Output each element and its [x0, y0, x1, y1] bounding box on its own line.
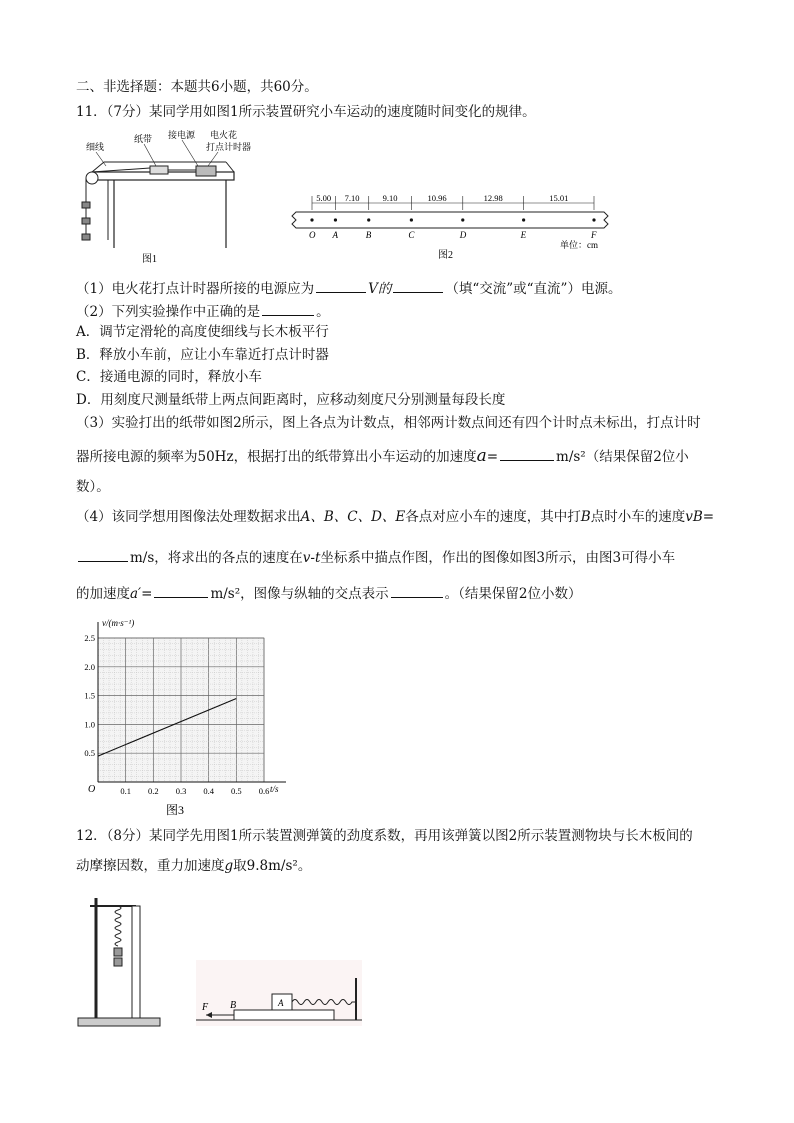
tape-dot [310, 218, 313, 221]
q11-stem: 11．（7分）某同学用如图1所示装置研究小车运动的速度随时间变化的规律。 [76, 104, 536, 120]
fig1-label: 接电源 [168, 130, 196, 140]
x-tick-label: 0.5 [231, 786, 242, 796]
tape-unit: 单位：cm [560, 240, 598, 250]
x-tick-label: 0.1 [120, 786, 131, 796]
hanging-weight [82, 202, 90, 208]
option-a: A．调节定滑轮的高度使细线与长木板平行 [76, 324, 329, 340]
pulley-icon [86, 172, 98, 184]
q11-part3-line1: （3）实验打出的纸带如图2所示，图上各点为计数点，相邻两计数点间还有四个计时点未标出，打点计时 [76, 415, 701, 431]
q11-part3-line3: 数）。 [76, 479, 110, 495]
answer-blank-vB[interactable] [78, 547, 128, 562]
tape-point-label: F [591, 230, 597, 240]
label-F: F [202, 1002, 209, 1013]
answer-blank-intercept[interactable] [391, 583, 443, 598]
section-title: 二、非选择题：本题共6小题，共60分。 [76, 79, 318, 95]
hanging-weight [82, 234, 90, 240]
long-board-b [234, 1010, 334, 1020]
tape-segment-label: 12.98 [483, 193, 503, 203]
tape-point-label: O [309, 230, 316, 240]
q12-figure2 [196, 960, 362, 1026]
answer-blank-a-prime[interactable] [154, 583, 208, 598]
fig1-label: 纸带 [134, 134, 153, 144]
tape-dot [410, 218, 413, 221]
tape-dot [522, 218, 525, 221]
hanging-mass [114, 958, 122, 966]
label-A: A [278, 998, 284, 1008]
hanging-weight [82, 218, 90, 224]
x-tick-label: 0.4 [203, 786, 214, 796]
q11-part3-line2: 器所接电源的频率为50Hz，根据打出的纸带算出小车运动的加速度a= m/s²（结果保留2位小 [76, 446, 689, 466]
q11-part4-line1: （4）该同学想用图像法处理数据求出A、B、C、D、E各点对应小车的速度，其中打B点时小车的速度vB= [76, 509, 715, 525]
answer-blank-current-type[interactable] [393, 278, 443, 293]
tape-point-label: C [408, 230, 415, 240]
q11-figure2 [292, 190, 612, 262]
y-tick-label: 2.0 [84, 661, 95, 672]
x-tick-label: 0.6 [258, 786, 270, 796]
chart-origin: O [88, 784, 96, 795]
q11-part1: （1）电火花打点计时器所接的电源应为 V的 （填“交流”或“直流”）电源。 [76, 278, 621, 298]
option-c: C．接通电源的同时，释放小车 [76, 369, 262, 385]
chart-caption: 图3 [166, 803, 185, 817]
tape-segment-label: 15.01 [549, 193, 569, 203]
q12-line1: 12．（8分）某同学先用图1所示装置测弹簧的劲度系数，再用该弹簧以图2所示装置测物块与长木板间的 [76, 828, 693, 844]
fig1-label: 电火花 [210, 130, 238, 140]
tape-point-label: B [365, 230, 372, 240]
tape-point-label: E [520, 230, 527, 240]
spark-timer [196, 166, 216, 176]
answer-blank-acceleration[interactable] [500, 446, 554, 461]
q11-part2: （2）下列实验操作中正确的是 。 [76, 301, 330, 321]
tape-segment-label: 10.96 [427, 193, 447, 203]
fig1-label: 打点计时器 [206, 142, 252, 152]
y-tick-label: 1.0 [84, 719, 95, 730]
tape-segment-label: 5.00 [316, 193, 332, 203]
tape-dot [367, 218, 370, 221]
q12-line2: 动摩擦因数，重力加速度g取9.8m/s²。 [76, 858, 312, 874]
vt-chart [76, 614, 306, 822]
x-tick-label: 0.3 [175, 786, 187, 796]
tape-dot [461, 218, 464, 221]
option-b: B．释放小车前，应让小车靠近打点计时器 [76, 347, 329, 363]
tape-dot [334, 218, 337, 221]
ruler [132, 906, 140, 1018]
tape-segment-label: 7.10 [344, 193, 360, 203]
y-tick-label: 0.5 [84, 748, 95, 759]
tape-point-label: A [332, 230, 338, 240]
q11-part4-line2: m/s，将求出的各点的速度在v-t坐标系中描点作图，作出的图像如图3所示，由图3可得小车 [76, 547, 675, 567]
y-tick-label: 1.5 [84, 690, 95, 701]
fig1-caption: 图1 [142, 254, 157, 265]
answer-blank-voltage[interactable] [316, 278, 366, 293]
hanging-mass [114, 948, 122, 956]
x-tick-label: 0.2 [148, 786, 159, 796]
tape-segment-label: 9.10 [382, 193, 398, 203]
stand-base [78, 1018, 160, 1026]
spring-icon [115, 906, 121, 946]
chart-xlabel: t/s [270, 784, 279, 794]
fig2-caption: 图2 [438, 250, 453, 261]
q11-part4-line3: 的加速度a′= m/s²，图像与纵轴的交点表示 。（结果保留2位小数） [76, 583, 581, 603]
chart-ylabel: v/(m·s⁻¹) [102, 618, 135, 628]
option-d: D．用刻度尺测量纸带上两点间距离时，应移动刻度尺分别测量每段长度 [76, 392, 506, 408]
tape-dot [592, 218, 595, 221]
tape-point-label: D [459, 230, 467, 240]
label-B: B [230, 1000, 237, 1011]
answer-blank-operation[interactable] [262, 301, 314, 316]
q12-figure1 [76, 892, 166, 1032]
y-tick-label: 2.5 [84, 633, 95, 643]
q11-figure1 [78, 128, 252, 266]
cart [150, 166, 168, 174]
fig1-label: 细线 [86, 142, 105, 152]
